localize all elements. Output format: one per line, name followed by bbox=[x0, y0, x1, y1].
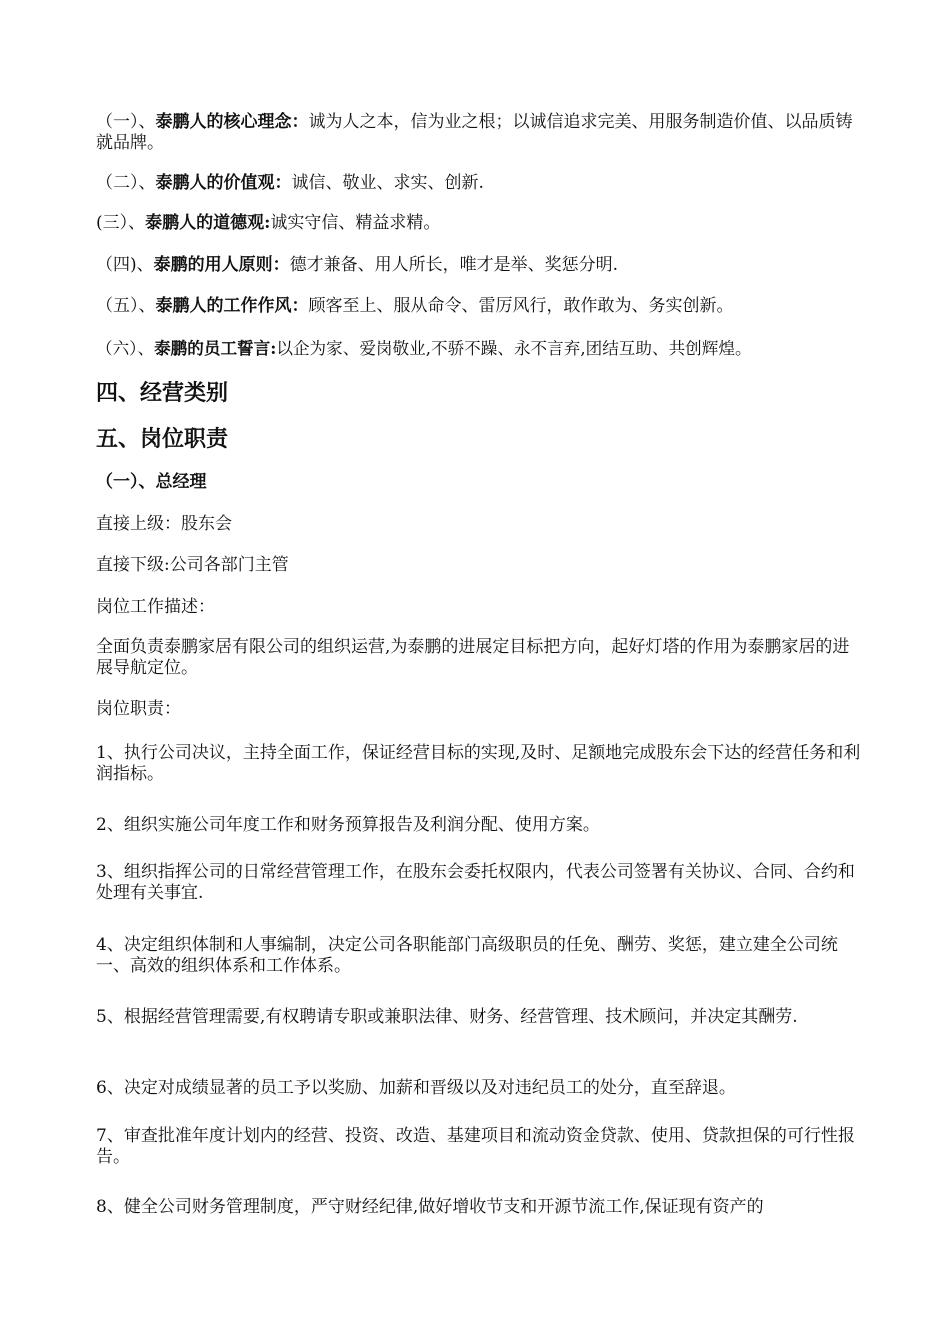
value-text: 诚为人之本，信为业之根；以诚信追求完美、用服务制造价值、以品质铸就品牌。 bbox=[96, 112, 853, 153]
value-prefix: （四)、 bbox=[96, 255, 154, 275]
duty-item-4: 4、决定组织体制和人事编制，决定公司各职能部门高级职员的任免、酬劳、奖惩，建立建全公司统一、高效的组织体系和工作体系。 bbox=[96, 935, 838, 976]
section-heading-duties: 五、岗位职责 bbox=[96, 426, 229, 452]
duty-item-5: 5、根据经营管理需要,有权聘请专职或兼职法律、财务、经营管理、技术顾问，并决定其酬劳. bbox=[96, 1007, 798, 1027]
duty-item-2: 2、组织实施公司年度工作和财务预算报告及利润分配、使用方案。 bbox=[96, 815, 600, 835]
gm-title: （一）、总经理 bbox=[96, 472, 207, 492]
value-label: 泰鹏人的工作作风： bbox=[155, 296, 309, 316]
value-item-6 bbox=[96, 338, 866, 359]
gm-superior: 直接上级：股东会 bbox=[96, 514, 232, 534]
value-text: 诚实守信、精益求精。 bbox=[270, 213, 441, 233]
value-prefix: (三）、 bbox=[96, 213, 146, 233]
value-prefix: （六）、 bbox=[96, 339, 155, 358]
value-item-5 bbox=[96, 296, 861, 317]
gm-desc-label: 岗位工作描述： bbox=[96, 597, 215, 617]
gm-subordinate: 直接下级:公司各部门主管 bbox=[96, 555, 289, 575]
value-text: 诚信、敬业、求实、创新. bbox=[291, 173, 484, 193]
value-label: 泰鹏人的核心理念： bbox=[155, 112, 309, 132]
value-label: 泰鹏人的道德观: bbox=[145, 213, 271, 233]
value-item-4 bbox=[96, 255, 861, 276]
value-text: 德才兼备、用人所长，唯才是举、奖惩分明. bbox=[289, 255, 619, 275]
duty-item-7: 7、审查批准年度计划内的经营、投资、改造、基建项目和流动资金贷款、使用、贷款担保的可行性报告。 bbox=[96, 1126, 855, 1167]
duty-item-1: 1、执行公司决议，主持全面工作，保证经营目标的实现,及时、足额地完成股东会下达的经营任务和利润指标。 bbox=[96, 743, 861, 784]
gm-desc: 全面负责泰鹏家居有限公司的组织运营,为泰鹏的进展定目标把方向，起好灯塔的作用为泰鹏家居的进展导航定位。 bbox=[96, 637, 850, 678]
value-prefix: （一）、 bbox=[96, 112, 156, 132]
value-text: 以企为家、爱岗敬业,不骄不躁、永不言弃,团结互助、共创辉煌。 bbox=[276, 339, 752, 358]
value-item-3 bbox=[96, 213, 861, 234]
section-heading-business: 四、经营类别 bbox=[96, 380, 229, 406]
value-label: 泰鹏人的价值观： bbox=[155, 173, 292, 193]
value-item-2 bbox=[96, 173, 861, 194]
duty-item-8: 8、健全公司财务管理制度，严守财经纪律,做好增收节支和开源节流工作,保证现有资产的 bbox=[96, 1197, 764, 1217]
duty-item-6: 6、决定对成绩显著的员工予以奖励、加薪和晋级以及对违纪员工的处分，直至辞退。 bbox=[96, 1078, 736, 1098]
value-label: 泰鹏的员工誓言: bbox=[154, 338, 277, 358]
gm-duty-label: 岗位职责： bbox=[96, 699, 181, 719]
value-prefix: （五）、 bbox=[96, 296, 156, 316]
duty-item-3: 3、组织指挥公司的日常经营管理工作，在股东会委托权限内，代表公司签署有关协议、合同、合约和处理有关事宜. bbox=[96, 862, 855, 903]
value-prefix: （二）、 bbox=[96, 173, 156, 193]
value-text: 顾客至上、服从命令、雷厉风行，敢作敢为、务实创新。 bbox=[308, 296, 734, 316]
value-item-1 bbox=[96, 112, 861, 154]
value-label: 泰鹏的用人原则： bbox=[153, 255, 290, 275]
